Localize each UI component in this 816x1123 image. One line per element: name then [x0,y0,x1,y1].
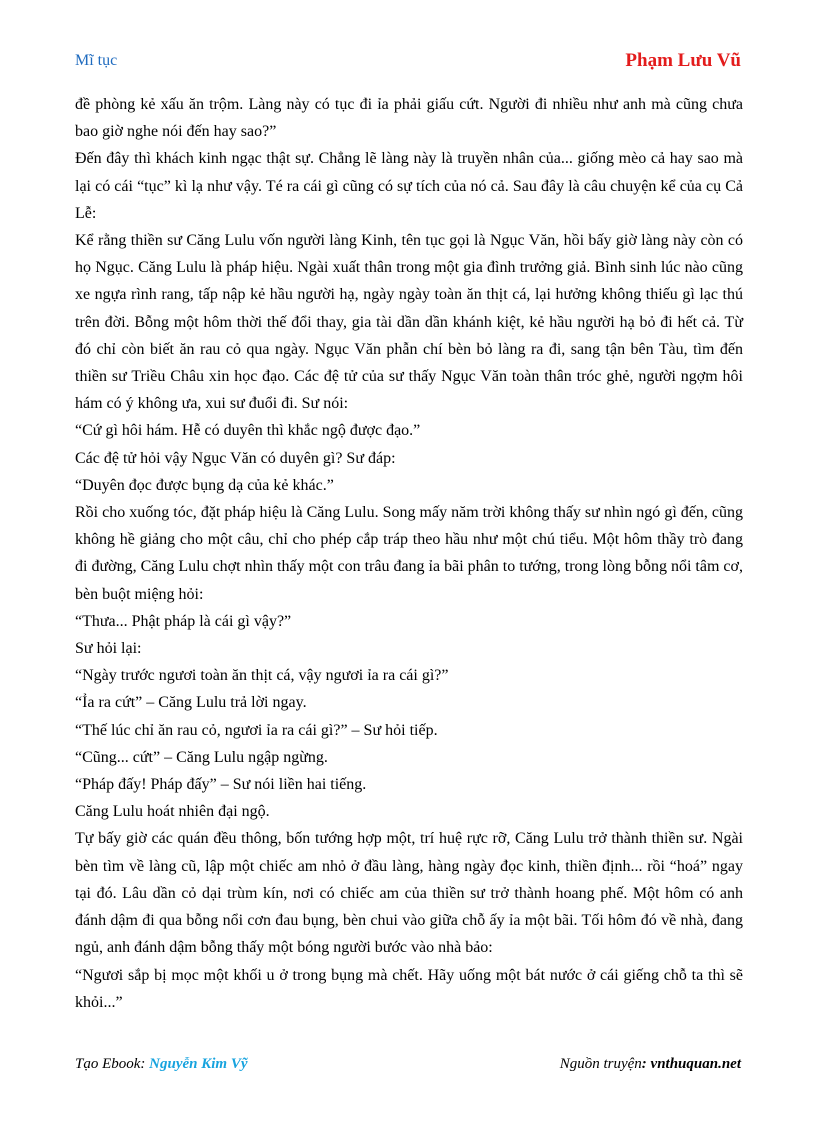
paragraph: Căng Lulu hoát nhiên đại ngộ. [75,803,270,821]
paragraph: “Pháp đấy! Pháp đấy” – Sư nói liền hai tiếng. [75,776,367,794]
paragraph: đề phòng kẻ xấu ăn trộm. Làng này có tục đi ỉa phải giấu cứt. Người đi nhiều như anh mà cũng chưa bao giờ nghe nói đến hay sao?” [75,96,743,141]
paragraph: Rồi cho xuống tóc, đặt pháp hiệu là Căng Lulu. Song mấy năm trời không thấy sư nhìn ngó gì đến, cũng không hề giảng cho một câu, chỉ cho phép cắp tráp theo hầu như một chú tiểu. Một hôm thầy trò đang đi đường, Căng Lulu chợt nhìn thấy một con trâu đang ỉa bãi phân to tướng, trong lòng bỗng nổi tâm cơ, bèn buột miệng hỏi: [75,504,743,603]
footer-source-label: Nguồn truyện [559,1056,642,1072]
paragraph: “Thế lúc chỉ ăn rau cỏ, ngươi ỉa ra cái gì?” – Sư hỏi tiếp. [75,721,438,739]
footer-source-credit [560,1056,741,1073]
paragraph: “Ỉa ra cứt” – Căng Lulu trả lời ngay. [75,694,307,712]
running-header-title: Mĩ tục [75,52,118,69]
paragraph: Các đệ tử hỏi vậy Ngục Văn có duyên gì? Sư đáp: [75,449,396,467]
paragraph: Đến đây thì khách kinh ngạc thật sự. Chẳng lẽ làng này là truyền nhân của... giống mèo cả hay sao mà lại có cái “tục” kì lạ như vậy. Té ra cái gì cũng có sự tích của nó cả. Sau đây là câu chuyện kể của cụ Cả Lễ: [75,150,743,222]
footer-separator: : [641,1056,651,1072]
paragraph: Tự bấy giờ các quán đều thông, bốn tướng hợp một, trí huệ rực rỡ, Căng Lulu trở thành thiền sư. Ngài bèn tìm về làng cũ, lập một chiếc am nhỏ ở đầu làng, hàng ngày đọc kinh, thiền định... rồi “hoá” ngay tại đó. Lâu dần cỏ dại trùm kín, nơi có chiếc am của thiền sư trở thành hoang phế. Một hôm có anh đánh dậm đi qua bỗng nổi cơn đau bụng, bèn chui vào giữa chỗ ấy ỉa một bãi. Tối hôm đó về nhà, đang ngủ, anh đánh dậm bỗng thấy một bóng người bước vào nhà bảo: [75,830,743,957]
footer-source-site: vnthuquan.net [650,1056,741,1072]
body-text [75,91,743,1016]
paragraph: “Cũng... cứt” – Căng Lulu ngập ngừng. [75,748,328,766]
footer-ebook-author: Nguyễn Kim Vỹ [149,1056,248,1072]
paragraph: “Cứ gì hôi hám. Hễ có duyên thì khắc ngộ được đạo.” [75,422,421,440]
footer-separator: : [140,1056,150,1072]
paragraph: “Ngươi sắp bị mọc một khối u ở trong bụng mà chết. Hãy uống một bát nước ở cái giếng chỗ ta thì sẽ khỏi...” [75,966,743,1011]
paragraph: Sư hỏi lại: [75,640,142,658]
paragraph: Kể rằng thiền sư Căng Lulu vốn người làng Kinh, tên tục gọi là Ngục Văn, hồi bấy giờ làng này còn có họ Ngục. Căng Lulu là pháp hiệu. Ngài xuất thân trong một gia đình trưởng giả. Bình sinh lúc nào cũng xe ngựa rình rang, tấp nập kẻ hầu người hạ, ngày ngày toàn ăn thịt cá, lại hưởng không thiếu gì lạc thú trên đời. Bỗng một hôm thời thế đổi thay, gia tài dần dần khánh kiệt, kẻ hầu người hạ bỏ đi hết cả. Từ đó chỉ còn biết ăn rau cỏ qua ngày. Ngục Văn phẫn chí bèn bỏ làng ra đi, sang tận bên Tàu, tìm đến thiền sư Triều Châu xin học đạo. Các đệ tử của sư thấy Ngục Văn toàn thân tróc ghẻ, người ngợm hôi hám có ý không ưa, xui sư đuổi đi. Sư nói: [75,232,743,413]
paragraph: “Ngày trước ngươi toàn ăn thịt cá, vậy ngươi ỉa ra cái gì?” [75,667,449,685]
paragraph: “Thưa... Phật pháp là cái gì vậy?” [75,612,292,630]
paragraph: “Duyên đọc được bụng dạ của kẻ khác.” [75,476,334,494]
footer-ebook-credit [75,1056,248,1073]
footer-ebook-label: Tạo Ebook [75,1056,141,1072]
running-header-author: Phạm Lưu Vũ [625,50,741,71]
